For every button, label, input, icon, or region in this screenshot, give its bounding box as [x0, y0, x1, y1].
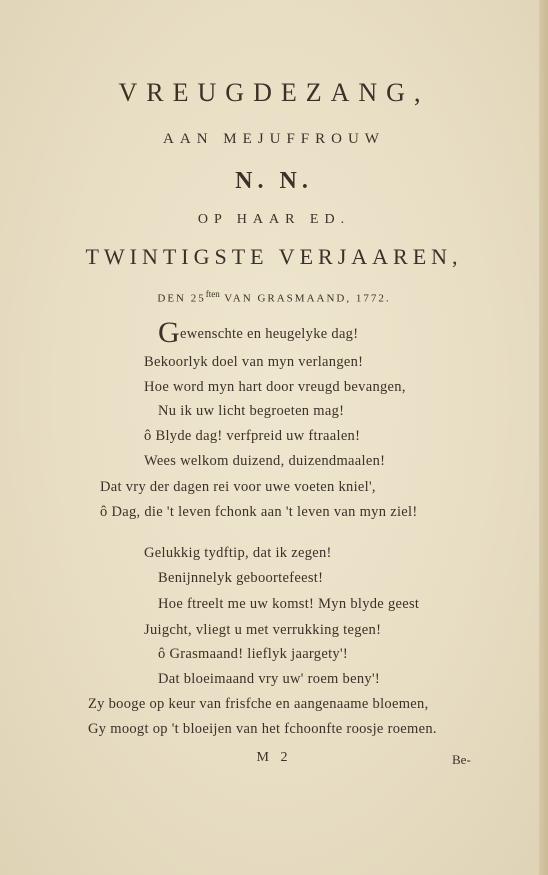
- signature-text: M 2: [256, 750, 292, 765]
- verse-line: Bekoorlyk doel van myn verlangen!: [144, 354, 364, 370]
- verse-line: Dat bloeimaand vry uw' roem beny'!: [158, 671, 380, 687]
- recipient-initials: N. N.: [235, 168, 313, 194]
- verse-line: [158, 318, 358, 348]
- verse-line: Nu ik uw licht begroeten mag!: [158, 403, 345, 419]
- verse-line: Gelukkig tydftip, dat ik zegen!: [144, 545, 332, 561]
- verse-line: Zy booge op keur van frisfche en aangenaame bloemen,: [88, 696, 429, 712]
- verse-line: ô Dag, die 't leven fchonk aan 't leven van myn ziel!: [100, 504, 418, 520]
- event-line: TWINTIGSTE VERJAAREN,: [85, 244, 463, 269]
- verse-line: Wees welkom duizend, duizendmaalen!: [144, 453, 386, 469]
- verse-line: ô Blyde dag! verfpreid uw ftraalen!: [144, 428, 361, 444]
- dedication-line: AAN MEJUFFROUW: [163, 131, 385, 147]
- verse-text: ewenschte en heugelyke dag!: [179, 326, 359, 342]
- date-line: [0, 289, 548, 305]
- date-suffix: VAN GRASMAAND, 1772.: [219, 292, 391, 305]
- date-superscript: ften: [205, 289, 220, 299]
- verse-line: Dat vry der dagen rei voor uwe voeten kniel',: [100, 479, 376, 495]
- verse-line: Hoe ftreelt me uw komst! Myn blyde geest: [158, 596, 420, 612]
- poem-title: VREUGDEZANG,: [118, 78, 430, 107]
- date-prefix: DEN 25: [157, 292, 206, 305]
- verse-line: Gy moogt op 't bloeijen van het fchoonfte roosje roemen.: [88, 721, 437, 737]
- verse-line: Hoe word myn hart door vreugd bevangen,: [144, 379, 406, 395]
- verse-line: Juigcht, vliegt u met verrukking tegen!: [144, 622, 382, 638]
- verse-line: Benijnnelyk geboortefeest!: [158, 570, 324, 586]
- catchword: Be-: [452, 752, 471, 767]
- drop-cap: G: [158, 316, 180, 349]
- verse-line: ô Grasmaand! lieflyk jaargety'!: [158, 646, 349, 662]
- occasion-line: OP HAAR ED.: [197, 212, 351, 227]
